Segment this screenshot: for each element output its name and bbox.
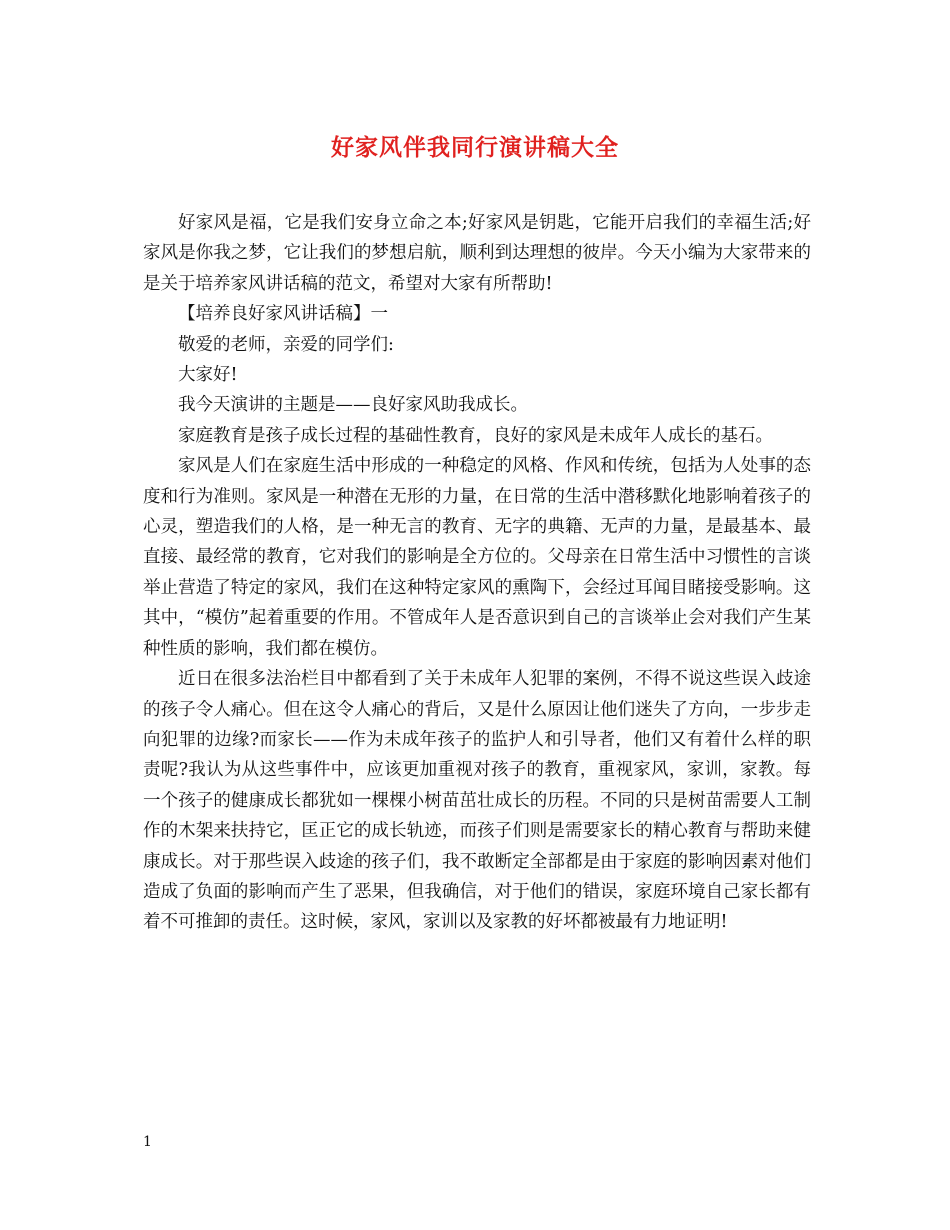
paragraph-section-heading: 【培养良好家风讲话稿】一	[178, 304, 388, 325]
paragraph-intro: 好家风是福，它是我们安身立命之本;好家风是钥匙，它能开启我们的幸福生活;好家风是你我之梦，它让我们的梦想启航，顺利到达理想的彼岸。今天小编为大家带来的是关于培养家风讲话稿的范文，希望对大家有所帮助!	[143, 213, 811, 294]
paragraph-foundation: 家庭教育是孩子成长过程的基础性教育，良好的家风是未成年人成长的基石。	[178, 425, 773, 446]
paragraph-family-style: 家风是人们在家庭生活中形成的一种稳定的风格、作风和传统，包括为人处事的态度和行为准则。家风是一种潜在无形的力量，在日常的生活中潜移默化地影响着孩子的心灵，塑造我们的人格，是一种无言的教育、无字的典籍、无声的力量，是最基本、最直接、最经常的教育，它对我们的影响是全方位的。父母亲在日常生活中习惯性的言谈举止营造了特定的家风，我们在这种特定家风的熏陶下，会经过耳闻目睹接受影响。这其中，“模仿”起着重要的作用。不管成年人是否意识到自己的言谈举止会对我们产生某种性质的影响，我们都在模仿。	[143, 456, 811, 659]
document-title: 好家风伴我同行演讲稿大全	[331, 134, 619, 161]
paragraph-greeting: 大家好!	[178, 365, 238, 386]
page-number: 1	[143, 1134, 152, 1150]
paragraph-juvenile-cases: 近日在很多法治栏目中都看到了关于未成年人犯罪的案例，不得不说这些误入歧途的孩子令人痛心。但在这令人痛心的背后，又是什么原因让他们迷失了方向，一步步走向犯罪的边缘?而家长——作为未成年孩子的监护人和引导者，他们又有着什么样的职责呢?我认为从这些事件中，应该更加重视对孩子的教育，重视家风，家训，家教。每一个孩子的健康成长都犹如一棵棵小树苗茁壮成长的历程。不同的只是树苗需要人工制作的木架来扶持它，匡正它的成长轨迹，而孩子们则是需要家长的精心教育与帮助来健康成长。对于那些误入歧途的孩子们，我不敢断定全部都是由于家庭的影响因素对他们造成了负面的影响而产生了恶果，但我确信，对于他们的错误，家庭环境自己家长都有着不可推卸的责任。这时候，家风，家训以及家教的好坏都被最有力地证明!	[143, 669, 811, 933]
document-body	[143, 208, 811, 938]
paragraph-theme: 我今天演讲的主题是——良好家风助我成长。	[178, 395, 528, 416]
paragraph-salutation: 敬爱的老师，亲爱的同学们:	[178, 334, 394, 355]
